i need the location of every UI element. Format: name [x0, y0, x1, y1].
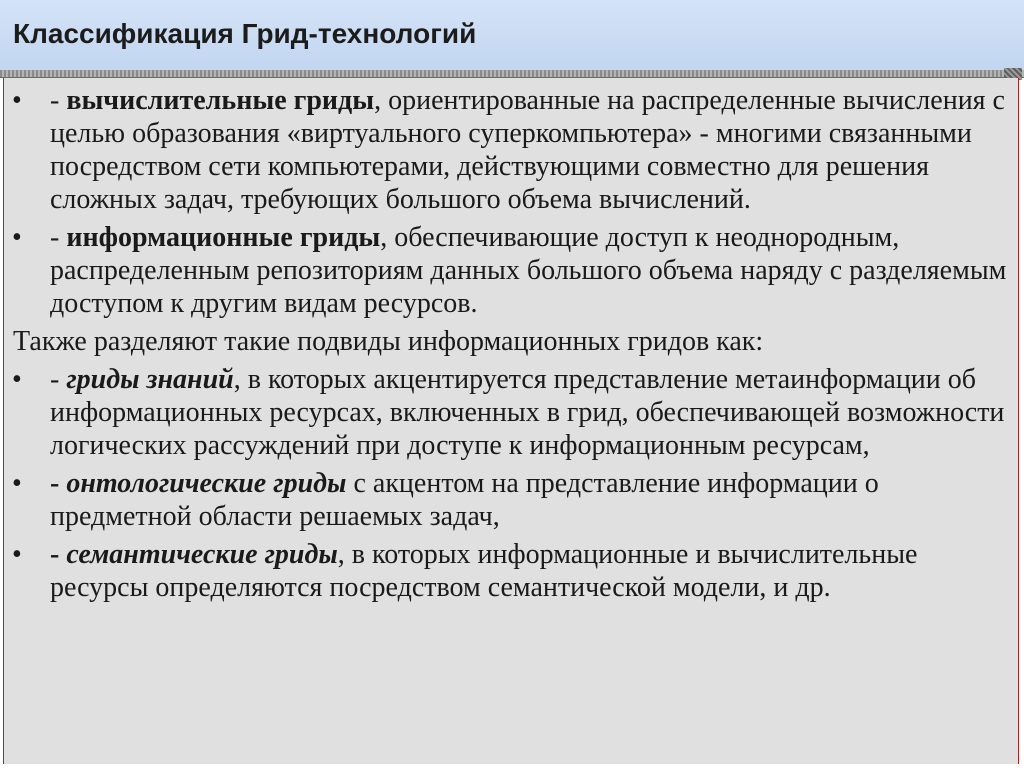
bullet: •: [12, 364, 22, 395]
item-term: семантические гриды: [66, 539, 338, 570]
item-text: , обеспечивающие доступ к неоднородным, распределенным репозиториям данных большого объема наряду с разделяемым доступом к другим видам ресурсов.: [50, 222, 1007, 319]
list-item-ontological-grids: [12, 467, 1012, 533]
list-item-computational-grids: [12, 84, 1012, 216]
item-text: , в которых акцентируется представление метаинформации об информационных ресурсах, включенных в грид, обеспечивающей возможности логических рассуждений при доступе к информационным ресурсам,: [50, 364, 1005, 461]
list-item-information-grids: [12, 221, 1012, 320]
item-term: гриды знаний: [66, 364, 234, 395]
item-prefix: -: [50, 539, 67, 570]
item-prefix: -: [50, 468, 67, 499]
item-term: вычислительные гриды: [66, 85, 375, 116]
title-divider: [0, 70, 1024, 78]
bullet: •: [12, 222, 22, 253]
item-prefix: -: [50, 85, 67, 116]
item-term: информационные гриды: [66, 222, 381, 253]
item-prefix: -: [50, 364, 67, 395]
list-item-knowledge-grids: [12, 363, 1012, 462]
content-panel: [3, 78, 1019, 764]
item-text: , в которых информационные и вычислительные ресурсы определяются посредством семантической модели, и др.: [50, 539, 918, 603]
bullet: •: [12, 539, 22, 570]
item-term: онтологические гриды: [66, 468, 347, 499]
list-item-semantic-grids: [12, 538, 1012, 604]
bullet: •: [12, 468, 22, 499]
bullet: •: [12, 85, 22, 116]
item-text: с акцентом на представление информации о предметной области решаемых задач,: [50, 468, 879, 532]
intro-paragraph: Также разделяют такие подвиды информационных гридов как:: [13, 326, 764, 357]
item-prefix: -: [50, 222, 67, 253]
item-text: , ориентированные на распределенные вычисления с целью образования «виртуального суперкомпьютера» - многими связанными посредством сети компьютерами, действующими совместно для решения сложных задач, требующих большого объема вычислений.: [50, 85, 1005, 215]
title-bar: [0, 0, 1024, 70]
slide-body: [12, 84, 1012, 609]
slide-title: Классификация Грид-технологий: [13, 18, 477, 49]
